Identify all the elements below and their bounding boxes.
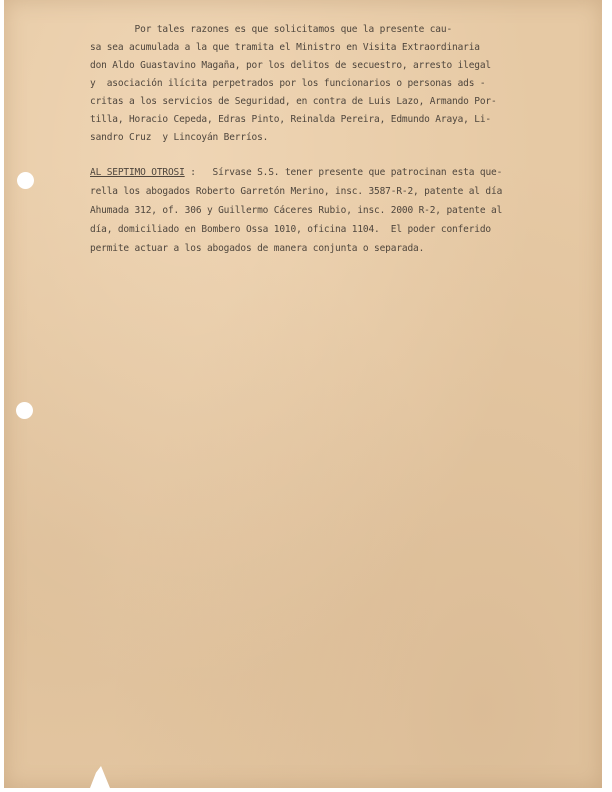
document-page — [4, 0, 602, 788]
punch-hole — [16, 402, 33, 419]
text-line: día, domiciliado en Bombero Ossa 1010, oficina 1104. El poder conferido — [90, 224, 492, 235]
text-line: y asociación ilícita perpetrados por los funcionarios o personas ads - — [90, 78, 486, 89]
text-line: Por tales razones es que solicitamos que la presente cau- — [90, 24, 453, 35]
paragraph-septimo-otrosi — [90, 166, 536, 254]
text-line-rest: : Sírvase S.S. tener presente que patrocinan esta que- — [184, 167, 503, 178]
text-line: sa sea acumulada a la que tramita el Ministro en Visita Extraordinaria — [90, 42, 480, 53]
text-line: rella los abogados Roberto Garretón Merino, insc. 3587-R-2, patente al día — [90, 186, 503, 197]
section-heading: AL SEPTIMO OTROSI — [90, 167, 185, 178]
punch-hole — [17, 172, 34, 189]
text-line: don Aldo Guastavino Magaña, por los delitos de secuestro, arresto ilegal — [90, 60, 492, 71]
paragraph-acumulacion — [90, 23, 536, 143]
text-line-with-heading — [90, 166, 502, 180]
text-line: critas a los servicios de Seguridad, en contra de Luis Lazo, Armando Por- — [90, 96, 497, 107]
text-line: Ahumada 312, of. 306 y Guillermo Cáceres Rubio, insc. 2000 R-2, patente al — [90, 205, 503, 216]
text-line: sandro Cruz y Lincoyán Berríos. — [90, 132, 269, 143]
text-line: permite actuar a los abogados de manera conjunta o separada. — [90, 243, 425, 254]
paper-tear — [90, 766, 110, 788]
text-line: tilla, Horacio Cepeda, Edras Pinto, Reinalda Pereira, Edmundo Araya, Li- — [90, 114, 492, 125]
